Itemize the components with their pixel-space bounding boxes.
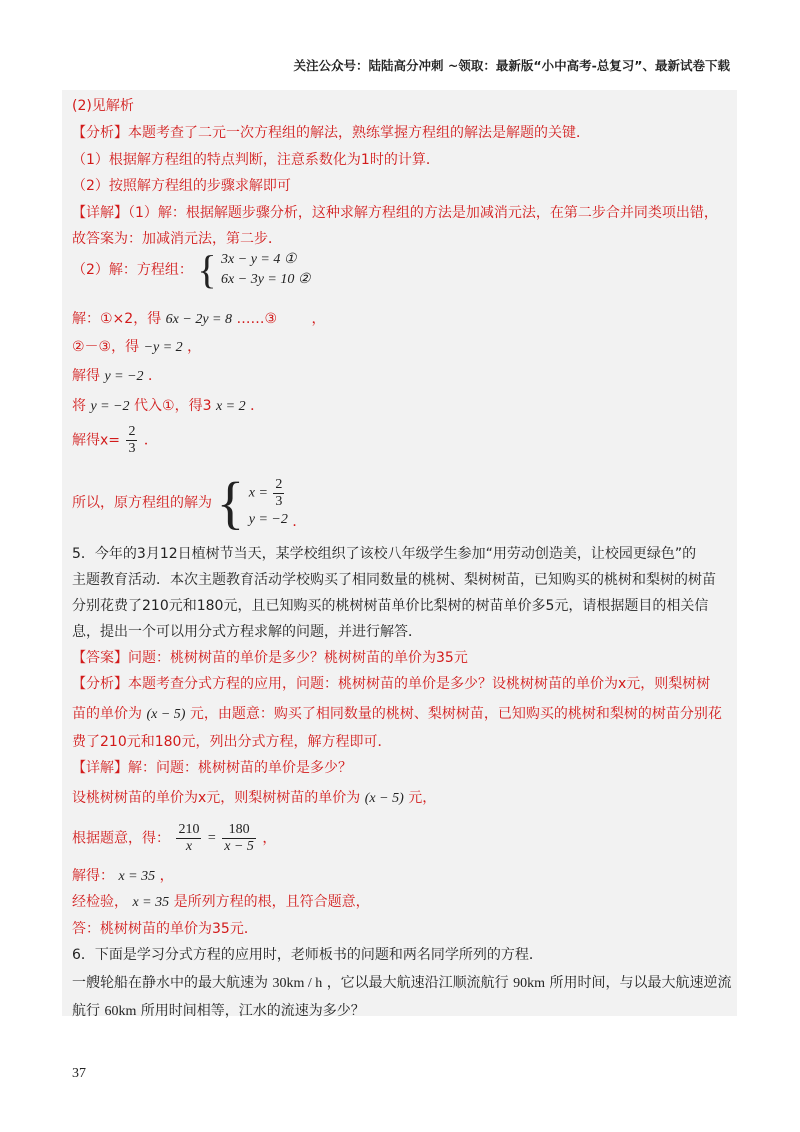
text-part: ． (292, 514, 307, 530)
text-line (72, 1001, 365, 1022)
text-line (72, 788, 436, 809)
text-part: 解得x= (72, 432, 121, 449)
solution-x (249, 477, 288, 510)
text-part: ， (187, 339, 202, 355)
text-part: 经检验， (72, 894, 128, 910)
brace-symbol: { (216, 470, 245, 535)
text-part: ． (148, 368, 163, 384)
text-part: 将 (72, 398, 86, 414)
text-line (72, 892, 370, 913)
fraction-numerator: 2 (128, 424, 136, 439)
page-number: 37 (72, 1066, 86, 1081)
fraction-numerator: 180 (222, 822, 256, 839)
solution-system-line (72, 470, 307, 535)
text-part: 一艘轮船在静水中的最大航速为 (72, 975, 268, 991)
text-part: 根据题意，得： (72, 830, 170, 847)
equation: 6x − 3y = 10 ② (221, 272, 311, 287)
text-line: 分别花费了210元和180元，且已知购买的桃树树苗单价比梨树的树苗单价多5元，请根据题目的相关信 (72, 598, 709, 614)
text-part: 设桃树树苗的单价为x元，则梨树树苗的单价为 (72, 790, 361, 806)
text-line (72, 822, 276, 855)
text-part: 解得 (72, 368, 100, 384)
text-part: 元，由题意：购买了相同数量的桃树、梨树树苗，已知购买的桃树和梨树的树苗分别花 (189, 706, 722, 722)
quantity: 30km / h (272, 976, 323, 991)
text-line: （1）根据解方程组的特点判断，注意系数化为1时的计算． (72, 152, 440, 168)
text-line: 5．今年的3月12日植树节当天，某学校组织了该校八年级学生参加“用劳动创造美，让校园更绿色”的 (72, 546, 697, 562)
equation: 3x − y = 4 ① (221, 252, 297, 267)
text-part: 元， (408, 790, 437, 806)
equation-system-line (72, 247, 311, 292)
text-line: (2)见解析 (72, 98, 134, 114)
fraction-denominator: x (185, 839, 193, 854)
text-part: ……③ (236, 311, 277, 327)
text-part: 解得： (72, 868, 114, 884)
text-part: ， (159, 868, 174, 884)
fraction-denominator: x − 5 (224, 839, 254, 854)
equation: x = 35 (118, 869, 156, 884)
fraction (176, 822, 201, 855)
text-part: ， (311, 311, 326, 327)
text-part: 是所列方程的根，且符合题意， (173, 894, 370, 910)
text-part: 所用时间，与以最大航速逆流 (549, 975, 732, 991)
text-line: 【详解】（1）解：根据解题步骤分析，这种求解方程组的方法是加减消元法，在第二步合并同类项出错， (72, 205, 718, 221)
equals-sign: = (207, 830, 216, 846)
text-line: 【详解】解：问题：桃树树苗的单价是多少？ (72, 760, 352, 776)
text-line: 故答案为：加减消元法，第二步． (72, 231, 282, 247)
text-part: 航行 (72, 1003, 100, 1019)
text-part: 代入①，得3 (134, 398, 212, 414)
page-header: 关注公众号：陆陆高分冲刺 ~领取：最新版“小中高考-总复习”、最新试卷下载 (293, 58, 730, 73)
fraction (273, 477, 284, 510)
text-line: 6．下面是学习分式方程的应用时，老师板书的问题和两名同学所列的方程． (72, 947, 543, 963)
text-line: 主题教育活动．本次主题教育活动学校购买了相同数量的桃树、梨树树苗，已知购买的桃树和梨树的树苗 (72, 572, 716, 588)
text-line (72, 424, 158, 457)
text-line: 【分析】本题考查分式方程的应用，问题：桃树树苗的单价是多少？设桃树树苗的单价为x元，则梨树树 (72, 676, 711, 692)
equation: x = 35 (132, 895, 170, 910)
text-line (72, 866, 174, 887)
text-line (72, 704, 722, 725)
text-part: 所用时间相等，江水的流速为多少？ (140, 1003, 365, 1019)
expression: (x − 5) (146, 707, 186, 722)
text-line: 息，提出一个可以用分式方程求解的问题，并进行解答． (72, 624, 422, 640)
equation: y = −2 (104, 369, 144, 384)
text-part: ②－③，得 (72, 339, 140, 355)
expression: (x − 5) (364, 791, 404, 806)
fraction-numerator: 2 (275, 476, 283, 492)
quantity: 90km (513, 976, 546, 991)
text-part: ，它以最大航速沿江顺流航行 (326, 975, 509, 991)
fraction-denominator: 3 (128, 441, 136, 456)
fraction (126, 424, 137, 457)
equation: −y = 2 (143, 340, 183, 355)
fraction-denominator: 3 (275, 493, 283, 509)
equation: x = 2 (215, 399, 246, 414)
solution-system (249, 477, 288, 530)
text-label: （2）解：方程组： (72, 262, 193, 278)
text-part: ． (143, 432, 158, 449)
fraction-numerator: 210 (178, 822, 200, 837)
text-line (72, 396, 264, 417)
text-line: 【分析】本题考查了二元一次方程组的解法，熟练掌握方程组的解法是解题的关键． (72, 125, 590, 141)
variable: x = (248, 485, 268, 501)
equation: y = −2 (90, 399, 130, 414)
equation: 6x − 2y = 8 (165, 312, 232, 327)
text-line: 【答案】问题：桃树树苗的单价是多少？桃树树苗的单价为35元 (72, 650, 468, 666)
brace-symbol: { (197, 247, 217, 292)
text-line: 答：桃树树苗的单价为35元． (72, 921, 258, 937)
text-part: 解：①×2，得 (72, 311, 162, 327)
text-line (72, 973, 731, 994)
text-part: ． (250, 398, 265, 414)
text-line: 费了210元和180元，列出分式方程，解方程即可． (72, 734, 392, 750)
solution-y: y = −2 (248, 511, 288, 527)
text-line (72, 309, 325, 330)
text-part: 所以，原方程组的解为 (72, 495, 212, 511)
text-line (72, 337, 201, 358)
text-line: （2）按照解方程组的步骤求解即可 (72, 178, 291, 194)
equation-system (221, 250, 310, 290)
text-line (72, 366, 162, 387)
quantity: 60km (104, 1004, 137, 1019)
fraction (222, 822, 256, 855)
text-part: 苗的单价为 (72, 706, 142, 722)
text-part: ， (262, 830, 277, 847)
